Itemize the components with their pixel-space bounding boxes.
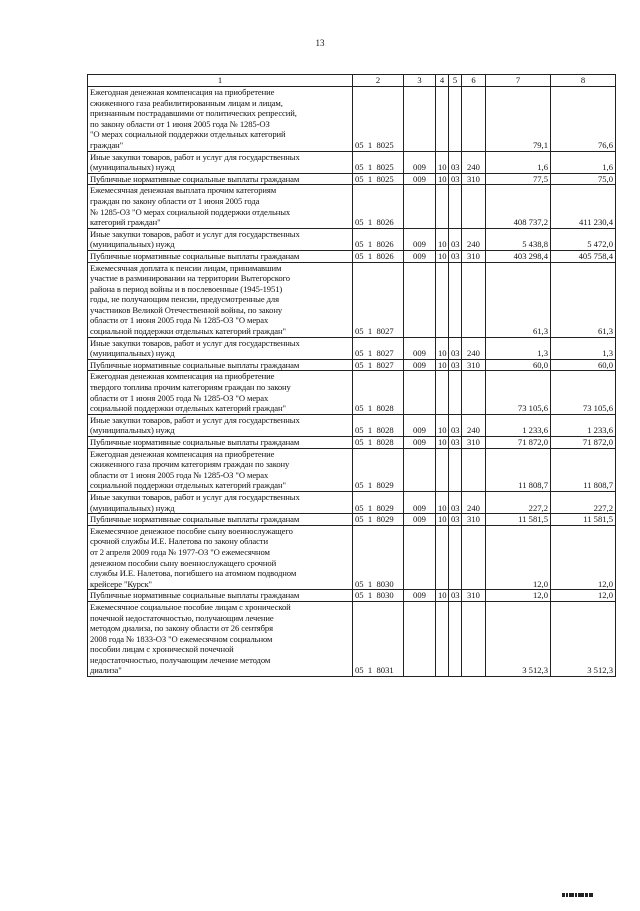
subsection-code: 03 [449,250,462,262]
amount-year-2: 11 808,7 [551,448,616,491]
subsection-code: 03 [449,337,462,359]
table-row [88,371,616,414]
department-code: 009 [404,250,436,262]
subsection-code: 03 [449,491,462,513]
row-description [88,262,353,337]
page-number: 13 [315,38,325,48]
amount-year-2: 12,0 [551,525,616,590]
description-line: Публичные нормативные социальные выплаты гражданам [90,514,300,525]
description-line: признанным пострадавшими от политических репрессий, [90,108,297,119]
amount-year-1: 77,5 [486,173,551,185]
department-code: 009 [404,590,436,602]
subsection-code: 03 [449,590,462,602]
expense-type-code [462,262,486,337]
description-line: крейсере "Курск" [90,578,152,589]
description-line: (муниципальных) нужд [90,425,175,436]
row-description [88,173,353,185]
description-line: "О мерах социальной поддержки отдельных категорий [90,129,286,140]
amount-year-2: 5 472,0 [551,228,616,250]
amount-year-2: 60,0 [551,359,616,371]
expense-type-code: 310 [462,359,486,371]
amount-year-1: 1,3 [486,337,551,359]
target-article-code: 05 1 8025 [353,151,404,173]
expense-type-code: 240 [462,491,486,513]
amount-year-2: 75,0 [551,173,616,185]
amount-year-2: 405 758,4 [551,250,616,262]
description-line: участие в разминировании на территории Вытегорского [90,273,290,284]
description-line: денежном пособии сыну военнослужащего срочной [90,557,277,568]
amount-year-1: 408 737,2 [486,185,551,228]
expense-type-code: 310 [462,437,486,449]
expense-type-code [462,87,486,152]
amount-year-1: 227,2 [486,491,551,513]
column-header: 7 [486,75,551,87]
subsection-code [449,371,462,414]
target-article-code: 05 1 8026 [353,185,404,228]
subsection-code [449,601,462,676]
target-article-code: 05 1 8031 [353,601,404,676]
description-line: Публичные нормативные социальные выплаты гражданам [90,359,300,370]
amount-year-1: 11 808,7 [486,448,551,491]
description-line: граждан по закону области от 1 июня 2005 года [90,195,260,206]
amount-year-2: 227,2 [551,491,616,513]
description-line: сжиженного газа прочим категориям граждан по закону [90,459,290,470]
target-article-code: 05 1 8026 [353,250,404,262]
description-line: участников Великой Отечественной войны, по закону [90,304,283,315]
description-line: почечной недостаточностью, получающим лечение [90,612,274,623]
description-line: срочной службы И.Е. Налетова по закону области [90,536,268,547]
target-article-code: 05 1 8027 [353,262,404,337]
description-line: Иные закупки товаров, работ и услуг для государственных [90,151,300,162]
description-line: диализа" [90,665,122,676]
column-header: 4 [436,75,449,87]
target-article-code: 05 1 8027 [353,337,404,359]
table-row [88,491,616,513]
department-code: 009 [404,337,436,359]
description-line: по закону области от 1 июня 2005 года № 1285-ОЗ [90,118,270,129]
section-code: 10 [436,250,449,262]
department-code: 009 [404,437,436,449]
row-description [88,525,353,590]
section-code [436,185,449,228]
section-code: 10 [436,414,449,436]
target-article-code: 05 1 8028 [353,371,404,414]
description-line: (муниципальных) нужд [90,162,175,173]
table-row [88,359,616,371]
description-line: пособии лицам с хронической почечной [90,644,234,655]
description-line: 2008 года № 1833-ОЗ "О ежемесячном социальном [90,633,273,644]
amount-year-2: 12,0 [551,590,616,602]
column-header: 8 [551,75,616,87]
expense-type-code: 240 [462,337,486,359]
target-article-code: 05 1 8029 [353,448,404,491]
target-article-code: 05 1 8029 [353,491,404,513]
section-code: 10 [436,491,449,513]
department-code: 009 [404,173,436,185]
description-line: области от 1 июня 2005 года № 1285-ОЗ "О мерах [90,315,269,326]
table-row [88,437,616,449]
table-row [88,250,616,262]
description-line: Ежегодная денежная компенсация на приобретение [90,448,275,459]
row-description [88,437,353,449]
expense-type-code: 240 [462,151,486,173]
description-line: от 2 апреля 2009 года № 1977-ОЗ "О ежемесячном [90,546,270,557]
subsection-code: 03 [449,437,462,449]
table-row [88,448,616,491]
subsection-code: 03 [449,151,462,173]
section-code [436,262,449,337]
table-row [88,414,616,436]
amount-year-1: 71 872,0 [486,437,551,449]
amount-year-1: 11 581,5 [486,514,551,526]
amount-year-1: 12,0 [486,590,551,602]
section-code [436,601,449,676]
row-description [88,590,353,602]
section-code [436,448,449,491]
target-article-code: 05 1 8030 [353,590,404,602]
description-line: Ежемесячная денежная выплата прочим категориям [90,185,277,196]
department-code: 009 [404,514,436,526]
section-code: 10 [436,228,449,250]
expense-type-code [462,185,486,228]
description-line: Иные закупки товаров, работ и услуг для государственных [90,491,300,502]
expense-type-code: 310 [462,514,486,526]
section-code: 10 [436,514,449,526]
description-line: Публичные нормативные социальные выплаты гражданам [90,437,300,447]
description-line: Иные закупки товаров, работ и услуг для государственных [90,414,300,425]
expense-type-code: 240 [462,414,486,436]
description-line: сжиженного газа реабилитированным лицам и лицам, [90,97,283,108]
table-row [88,337,616,359]
row-description [88,371,353,414]
description-line: социальной поддержки отдельных категорий граждан" [90,480,286,491]
department-code [404,601,436,676]
budget-table [87,74,616,677]
description-line: Публичные нормативные социальные выплаты гражданам [90,250,300,261]
amount-year-2: 11 581,5 [551,514,616,526]
description-line: Ежегодная денежная компенсация на приобретение [90,87,275,97]
header-row [88,75,616,87]
scan-mark [562,893,610,897]
row-description [88,337,353,359]
section-code: 10 [436,359,449,371]
amount-year-2: 76,6 [551,87,616,152]
description-line: службы И.Е. Налетова, погибшего на атомном подводном [90,568,297,579]
subsection-code [449,185,462,228]
column-header: 1 [88,75,353,87]
target-article-code: 05 1 8029 [353,514,404,526]
description-line: области от 1 июня 2005 года № 1285-ОЗ "О мерах [90,469,269,480]
section-code: 10 [436,151,449,173]
row-description [88,185,353,228]
amount-year-1: 61,3 [486,262,551,337]
department-code: 009 [404,414,436,436]
description-line: годы, не получающим пенсии, предусмотренные для [90,294,279,305]
subsection-code: 03 [449,514,462,526]
column-header: 3 [404,75,436,87]
column-header: 6 [462,75,486,87]
column-header: 5 [449,75,462,87]
subsection-code [449,87,462,152]
amount-year-2: 1,3 [551,337,616,359]
description-line: района в период войны и в послевоенные (1945-1951) [90,283,283,294]
target-article-code: 05 1 8028 [353,437,404,449]
expense-type-code [462,601,486,676]
description-line: Иные закупки товаров, работ и услуг для государственных [90,228,300,239]
row-description [88,601,353,676]
amount-year-1: 5 438,8 [486,228,551,250]
amount-year-1: 1 233,6 [486,414,551,436]
target-article-code: 05 1 8026 [353,228,404,250]
description-line: № 1285-ОЗ "О мерах социальной поддержки отдельных [90,206,291,217]
expense-type-code: 310 [462,250,486,262]
description-line: граждан" [90,139,124,150]
section-code: 10 [436,590,449,602]
expense-type-code [462,448,486,491]
description-line: области от 1 июня 2005 года № 1285-ОЗ "О мерах [90,392,269,403]
row-description [88,414,353,436]
description-line: (муниципальных) нужд [90,348,175,359]
table-row [88,590,616,602]
description-line: Ежемесячное денежное пособие сыну военнослужащего [90,525,293,536]
table-row [88,173,616,185]
description-line: (муниципальных) нужд [90,239,175,250]
target-article-code: 05 1 8025 [353,173,404,185]
amount-year-2: 71 872,0 [551,437,616,449]
department-code [404,448,436,491]
description-line: твердого топлива прочим категориям граждан по закону [90,382,291,393]
amount-year-2: 61,3 [551,262,616,337]
amount-year-2: 3 512,3 [551,601,616,676]
expense-type-code: 310 [462,590,486,602]
amount-year-2: 411 230,4 [551,185,616,228]
row-description [88,87,353,152]
department-code [404,185,436,228]
description-line: недостаточностью, получающим лечение методом [90,654,271,665]
department-code [404,525,436,590]
subsection-code [449,448,462,491]
department-code [404,262,436,337]
amount-year-2: 1,6 [551,151,616,173]
department-code: 009 [404,359,436,371]
expense-type-code [462,371,486,414]
description-line: Ежегодная денежная компенсация на приобретение [90,371,275,382]
description-line: Ежемесячное социальное пособие лицам с хронической [90,601,291,612]
table-row [88,87,616,152]
row-description [88,228,353,250]
section-code: 10 [436,173,449,185]
amount-year-1: 1,6 [486,151,551,173]
expense-type-code [462,525,486,590]
description-line: Ежемесячная доплата к пенсии лицам, принимавшим [90,262,282,273]
department-code [404,371,436,414]
amount-year-2: 73 105,6 [551,371,616,414]
department-code: 009 [404,491,436,513]
subsection-code: 03 [449,414,462,436]
target-article-code: 05 1 8030 [353,525,404,590]
subsection-code: 03 [449,359,462,371]
section-code [436,371,449,414]
target-article-code: 05 1 8027 [353,359,404,371]
description-line: Иные закупки товаров, работ и услуг для государственных [90,337,300,348]
amount-year-1: 403 298,4 [486,250,551,262]
amount-year-1: 60,0 [486,359,551,371]
table-row [88,228,616,250]
section-code [436,525,449,590]
subsection-code: 03 [449,173,462,185]
table-row [88,185,616,228]
description-line: методом диализа, по закону области от 26 сентября [90,623,273,634]
amount-year-1: 73 105,6 [486,371,551,414]
column-header: 2 [353,75,404,87]
row-description [88,491,353,513]
department-code: 009 [404,151,436,173]
table-row [88,601,616,676]
table-row [88,151,616,173]
description-line: (муниципальных) нужд [90,502,175,513]
amount-year-1: 12,0 [486,525,551,590]
table-row [88,525,616,590]
section-code [436,87,449,152]
row-description [88,151,353,173]
section-code: 10 [436,437,449,449]
amount-year-2: 1 233,6 [551,414,616,436]
target-article-code: 05 1 8025 [353,87,404,152]
subsection-code [449,262,462,337]
row-description [88,448,353,491]
description-line: социальной поддержки отдельных категорий граждан" [90,403,286,414]
table-row [88,262,616,337]
row-description [88,359,353,371]
row-description [88,514,353,526]
expense-type-code: 240 [462,228,486,250]
target-article-code: 05 1 8028 [353,414,404,436]
amount-year-1: 3 512,3 [486,601,551,676]
expense-type-code: 310 [462,173,486,185]
description-line: Публичные нормативные социальные выплаты гражданам [90,590,300,601]
description-line: категорий граждан" [90,217,161,228]
amount-year-1: 79,1 [486,87,551,152]
description-line: социальной поддержки отдельных категорий граждан" [90,326,286,337]
description-line: Публичные нормативные социальные выплаты гражданам [90,173,300,184]
section-code: 10 [436,337,449,359]
subsection-code: 03 [449,228,462,250]
department-code [404,87,436,152]
table-body [88,75,616,677]
table-row [88,514,616,526]
row-description [88,250,353,262]
department-code: 009 [404,228,436,250]
subsection-code [449,525,462,590]
